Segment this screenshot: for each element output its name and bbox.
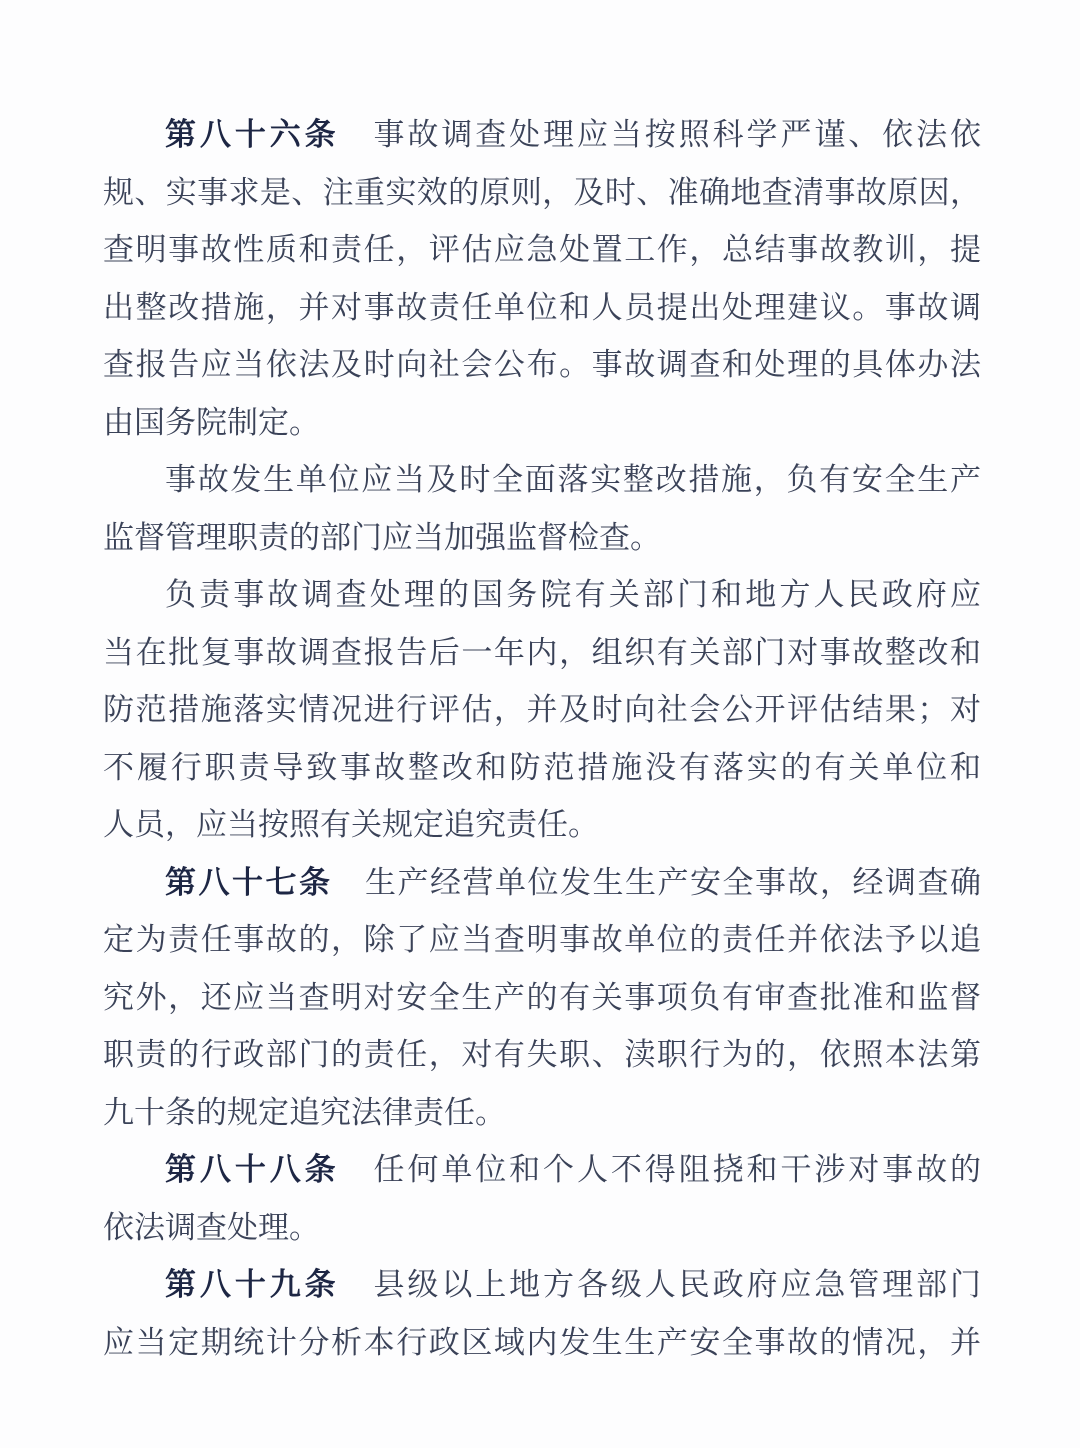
text-line: 职责的行政部门的责任，对有失职、渎职行为的，依照本法第: [103, 1037, 981, 1072]
paragraph-article-86-para-2: [103, 451, 981, 566]
text-line: 出整改措施，并对事故责任单位和人员提出处理建议。事故调: [103, 289, 981, 325]
text-line: 监督管理职责的部门应当加强监督检查。: [103, 519, 661, 555]
text-line: 究外，还应当查明对安全生产的有关事项负有审查批准和监督: [103, 979, 981, 1015]
paragraph-article-88: [103, 1141, 981, 1256]
text-line: 负责事故调查处理的国务院有关部门和地方人民政府应: [165, 577, 981, 612]
paragraph-article-86-para-3: [103, 566, 981, 854]
legal-text-block: [103, 106, 981, 1371]
text-line: 第八十七条 生产经营单位发生生产安全事故，经调查确: [165, 864, 981, 900]
paragraph-article-87: [103, 854, 981, 1142]
article-number: 第八十七条: [165, 864, 333, 900]
text-line: 查报告应当依法及时向社会公布。事故调查和处理的具体办法: [103, 347, 981, 382]
text-line: 规、实事求是、注重实效的原则，及时、准确地查清事故原因，: [103, 174, 981, 210]
paragraph-article-89: [103, 1256, 981, 1371]
text-line: 九十条的规定追究法律责任。: [103, 1094, 506, 1130]
article-number: 第八十九条: [165, 1267, 340, 1302]
text-line: 第八十六条 事故调查处理应当按照科学严谨、依法依: [165, 117, 981, 152]
article-number: 第八十六条: [165, 117, 340, 152]
text-line: 事故发生单位应当及时全面落实整改措施，负有安全生产: [165, 462, 981, 497]
text-line: 依法调查处理。: [103, 1209, 320, 1245]
text-line: 当在批复事故调查报告后一年内，组织有关部门对事故整改和: [103, 634, 981, 670]
text-line: 应当定期统计分析本行政区域内发生生产安全事故的情况，并: [103, 1324, 981, 1360]
paragraph-article-86: [103, 106, 981, 451]
text-line: 人员，应当按照有关规定追究责任。: [103, 807, 599, 842]
text-line: 不履行职责导致事故整改和防范措施没有落实的有关单位和: [103, 749, 981, 785]
text-line: 查明事故性质和责任，评估应急处置工作，总结事故教训，提: [103, 232, 981, 267]
article-number: 第八十八条: [165, 1152, 340, 1187]
text-line: 定为责任事故的，除了应当查明事故单位的责任并依法予以追: [103, 922, 981, 957]
text-line: 第八十八条 任何单位和个人不得阻挠和干涉对事故的: [165, 1152, 981, 1187]
text-line: 防范措施落实情况进行评估，并及时向社会公开评估结果；对: [103, 692, 981, 727]
text-line: 由国务院制定。: [103, 404, 320, 440]
text-line: 第八十九条 县级以上地方各级人民政府应急管理部门: [165, 1267, 981, 1302]
